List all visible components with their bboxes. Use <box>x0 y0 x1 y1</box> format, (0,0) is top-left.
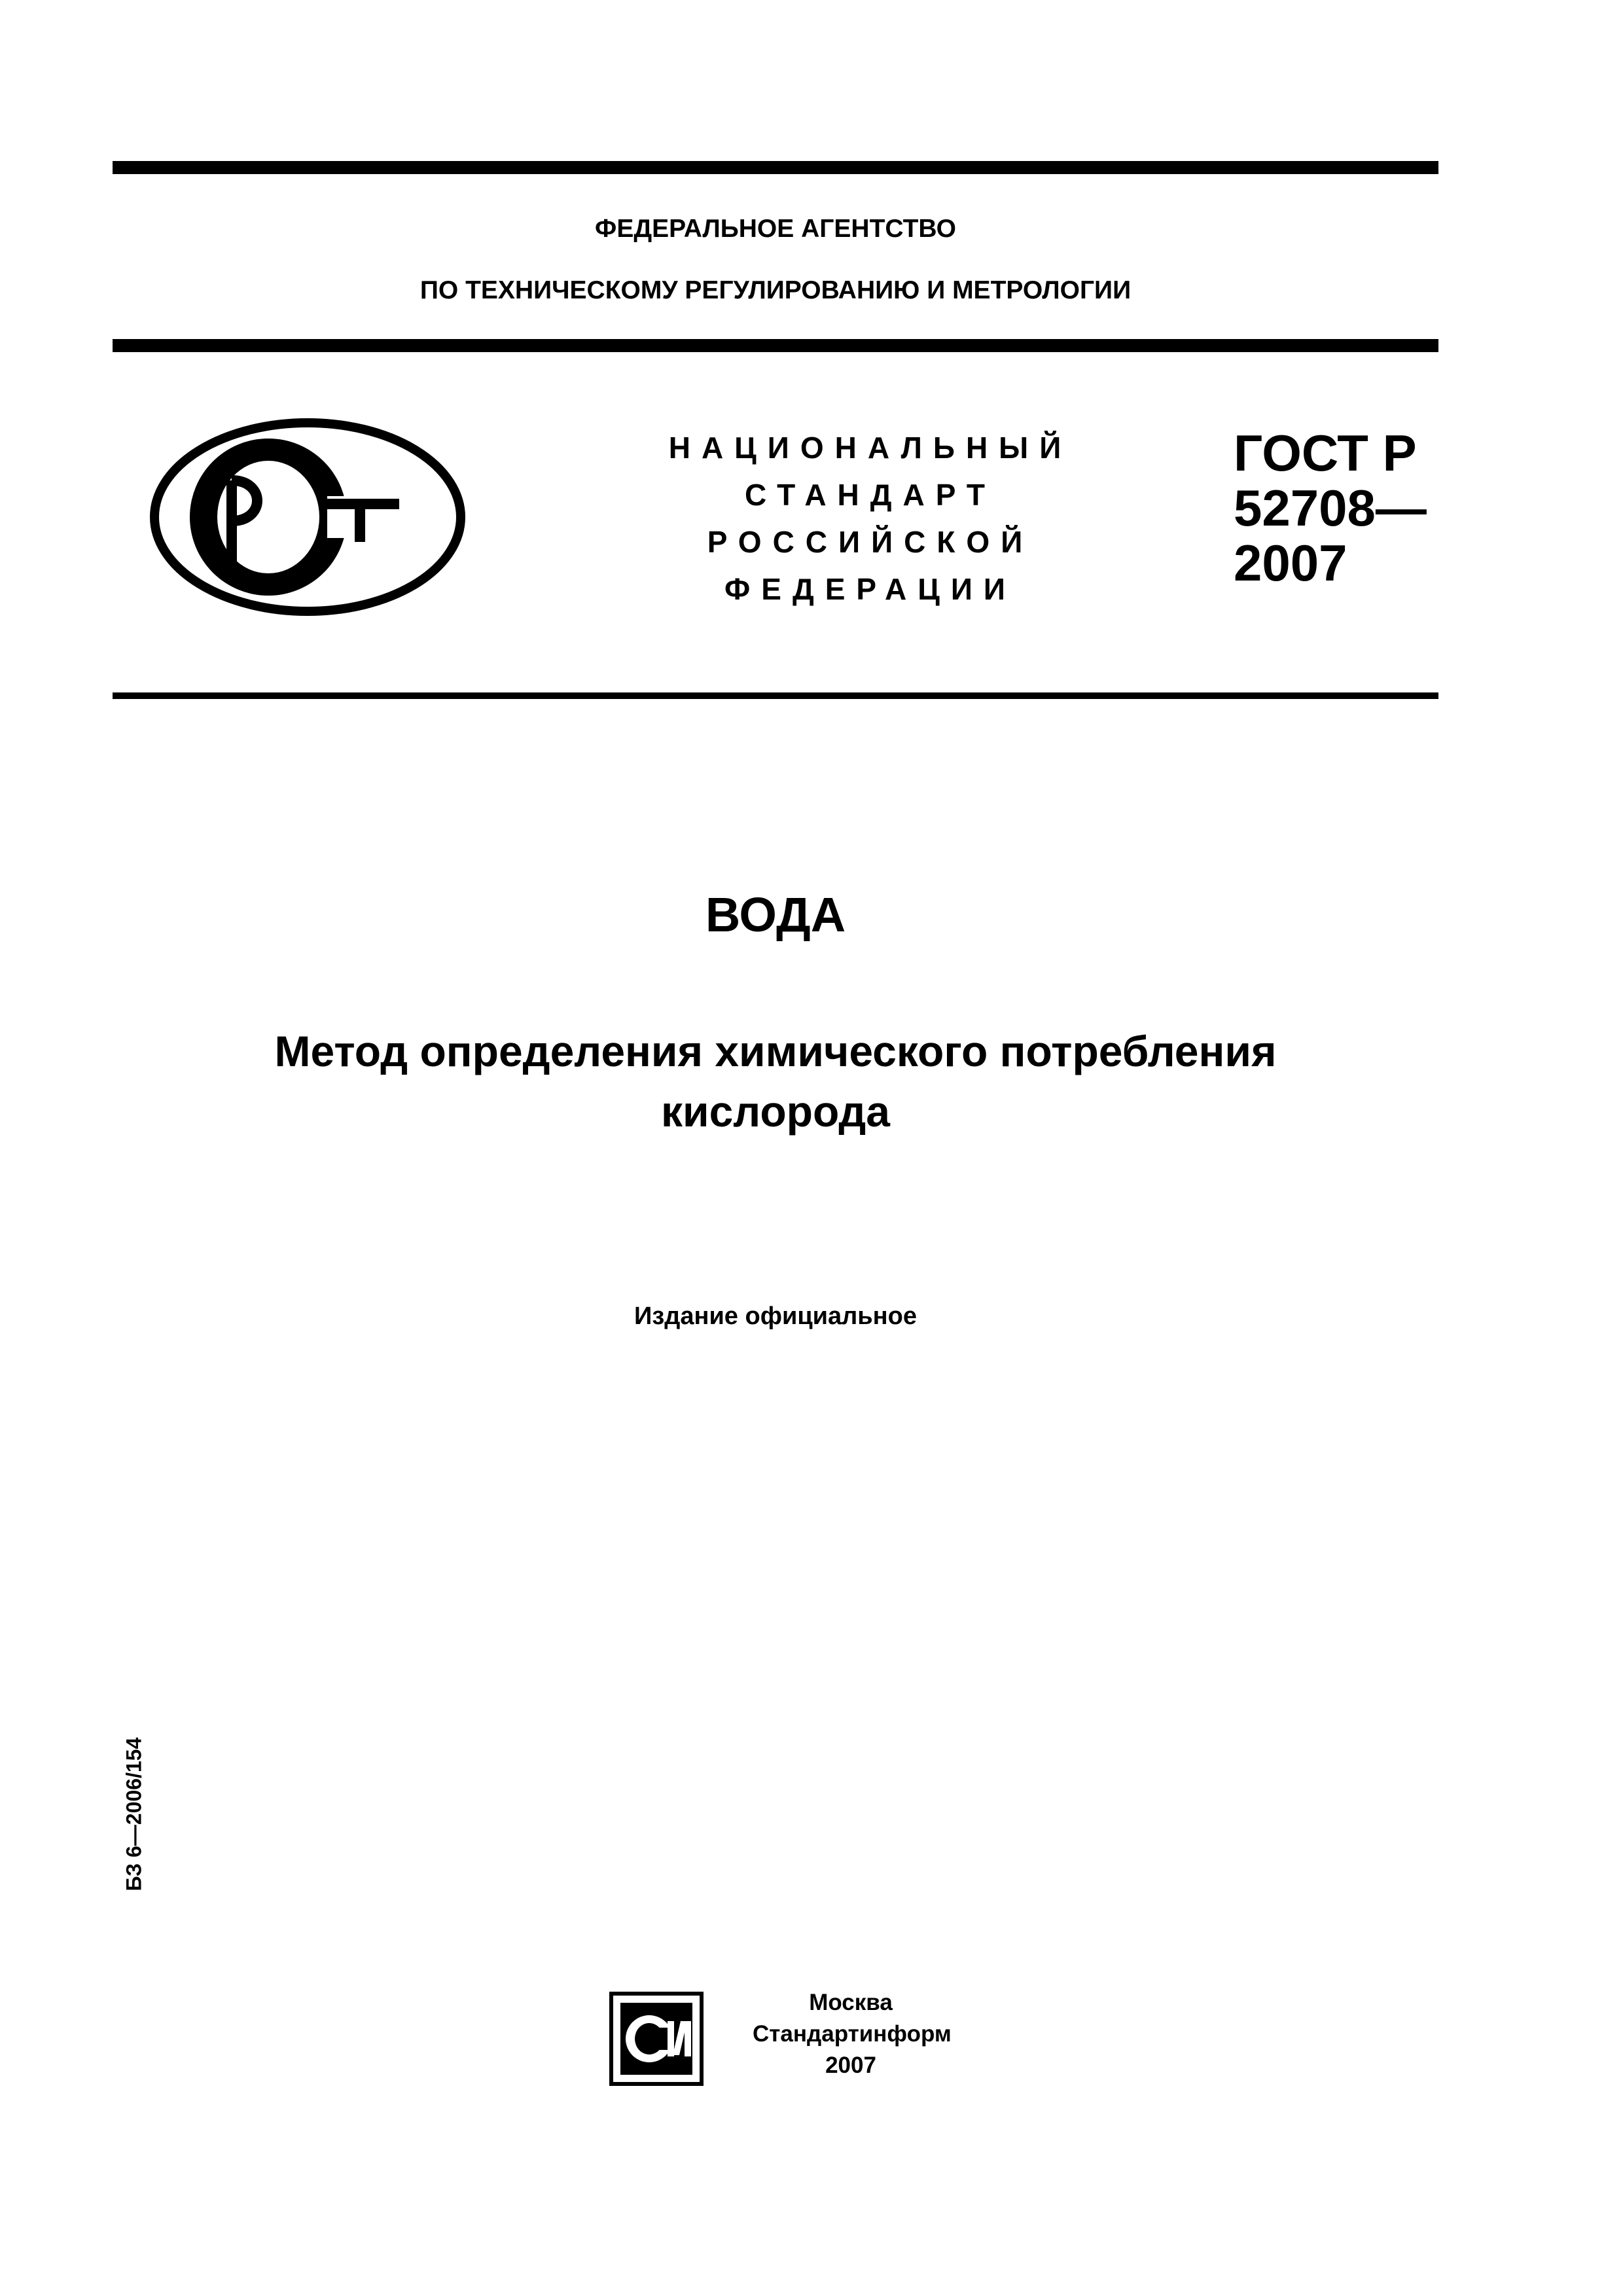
agency-name-line-2: ПО ТЕХНИЧЕСКОМУ РЕГУЛИРОВАНИЮ И МЕТРОЛОГИИ <box>419 276 1132 304</box>
edition-note: Издание официальное <box>634 1302 917 1330</box>
national-standard-heading <box>589 424 1152 613</box>
standard-number: 52708— <box>1234 479 1427 537</box>
publisher-city: Москва <box>809 1990 893 2015</box>
standartinform-logo-icon <box>607 1990 705 2088</box>
publisher-year: 2007 <box>825 2053 876 2078</box>
rst-emblem-icon <box>149 418 466 617</box>
standard-year: 2007 <box>1234 534 1347 592</box>
document-subtitle <box>0 1021 1551 1141</box>
subtitle-line-2: кислорода <box>660 1087 891 1136</box>
document-title: ВОДА <box>705 888 846 942</box>
national-line-4: ФЕДЕРАЦИИ <box>724 572 1016 606</box>
side-catalog-code: БЗ 6—2006/154 <box>122 1737 146 1892</box>
bottom-rule <box>113 692 1438 699</box>
national-line-3: РОССИЙСКОЙ <box>707 525 1034 559</box>
publisher-name: Стандартинформ <box>753 2021 952 2047</box>
agency-name-line-1: ФЕДЕРАЛЬНОЕ АГЕНТСТВО <box>595 215 956 243</box>
middle-rule <box>113 339 1438 352</box>
national-line-1: НАЦИОНАЛЬНЫЙ <box>668 431 1073 465</box>
publisher-imprint <box>753 1987 952 2081</box>
top-rule <box>113 161 1438 174</box>
standard-prefix: ГОСТ Р <box>1234 424 1417 482</box>
standard-designation <box>1234 425 1443 590</box>
national-line-2: СТАНДАРТ <box>745 478 996 512</box>
subtitle-line-1: Метод определения химического потребления <box>274 1027 1277 1075</box>
